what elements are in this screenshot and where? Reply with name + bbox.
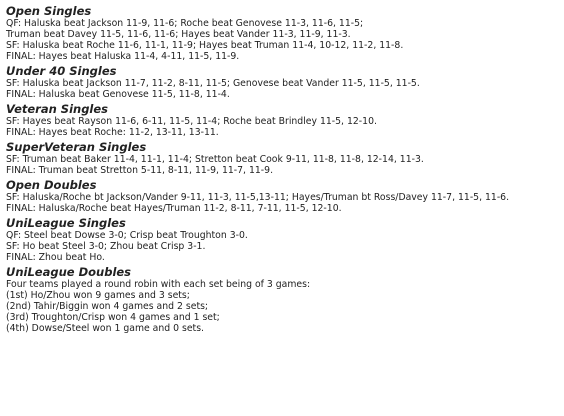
result-line: FINAL: Truman beat Stretton 5-11, 8-11, 11-9, 11-7, 11-9. <box>6 165 274 176</box>
section-unileague-singles <box>6 216 558 263</box>
section-open-singles <box>6 4 558 62</box>
result-line: FINAL: Haluska beat Genovese 11-5, 11-8, 11-4. <box>6 89 230 100</box>
section-veteran-singles <box>6 102 558 138</box>
result-line: SF: Hayes beat Rayson 11-6, 6-11, 11-5, 11-4; Roche beat Brindley 11-5, 12-10. <box>6 116 377 127</box>
result-line: QF: Haluska beat Jackson 11-9, 11-6; Roche beat Genovese 11-3, 11-6, 11-5; <box>6 18 364 29</box>
result-line: SF: Haluska beat Jackson 11-7, 11-2, 8-11, 11-5; Genovese beat Vander 11-5, 11-5, 11-5. <box>6 78 420 89</box>
result-line: SF: Ho beat Steel 3-0; Zhou beat Crisp 3-1. <box>6 241 206 252</box>
section-title: UniLeague Singles <box>6 216 126 230</box>
result-line: Truman beat Davey 11-5, 11-6, 11-6; Hayes beat Vander 11-3, 11-9, 11-3. <box>6 29 351 40</box>
section-title: SuperVeteran Singles <box>6 140 147 154</box>
result-line: QF: Steel beat Dowse 3-0; Crisp beat Troughton 3-0. <box>6 230 248 241</box>
result-line: FINAL: Hayes beat Roche: 11-2, 13-11, 13-11. <box>6 127 219 138</box>
result-line: (3rd) Troughton/Crisp won 4 games and 1 set; <box>6 312 220 323</box>
section-under-40-singles <box>6 64 558 100</box>
result-line: (1st) Ho/Zhou won 9 games and 3 sets; <box>6 290 190 301</box>
result-line: Four teams played a round robin with each set being of 3 games: <box>6 279 311 290</box>
result-line: SF: Haluska/Roche bt Jackson/Vander 9-11, 11-3, 11-5,13-11; Hayes/Truman bt Ross/Davey 11-7, 11-5, 11-6. <box>6 192 510 203</box>
result-line: SF: Truman beat Baker 11-4, 11-1, 11-4; Stretton beat Cook 9-11, 11-8, 11-8, 12-14, 11-3. <box>6 154 424 165</box>
result-line: FINAL: Haluska/Roche beat Hayes/Truman 11-2, 8-11, 7-11, 11-5, 12-10. <box>6 203 342 214</box>
section-title: Under 40 Singles <box>6 64 117 78</box>
result-line: SF: Haluska beat Roche 11-6, 11-1, 11-9; Hayes beat Truman 11-4, 10-12, 11-2, 11-8. <box>6 40 404 51</box>
section-title: Veteran Singles <box>6 102 109 116</box>
result-line: FINAL: Zhou beat Ho. <box>6 252 105 263</box>
result-line: FINAL: Hayes beat Haluska 11-4, 4-11, 11-5, 11-9. <box>6 51 240 62</box>
result-line: (2nd) Tahir/Biggin won 4 games and 2 sets; <box>6 301 209 312</box>
section-open-doubles <box>6 178 558 214</box>
result-line: (4th) Dowse/Steel won 1 game and 0 sets. <box>6 323 204 334</box>
section-unileague-doubles <box>6 265 558 334</box>
section-title: Open Doubles <box>6 178 97 192</box>
section-title: Open Singles <box>6 4 92 18</box>
section-superveteran-singles <box>6 140 558 176</box>
section-title: UniLeague Doubles <box>6 265 132 279</box>
